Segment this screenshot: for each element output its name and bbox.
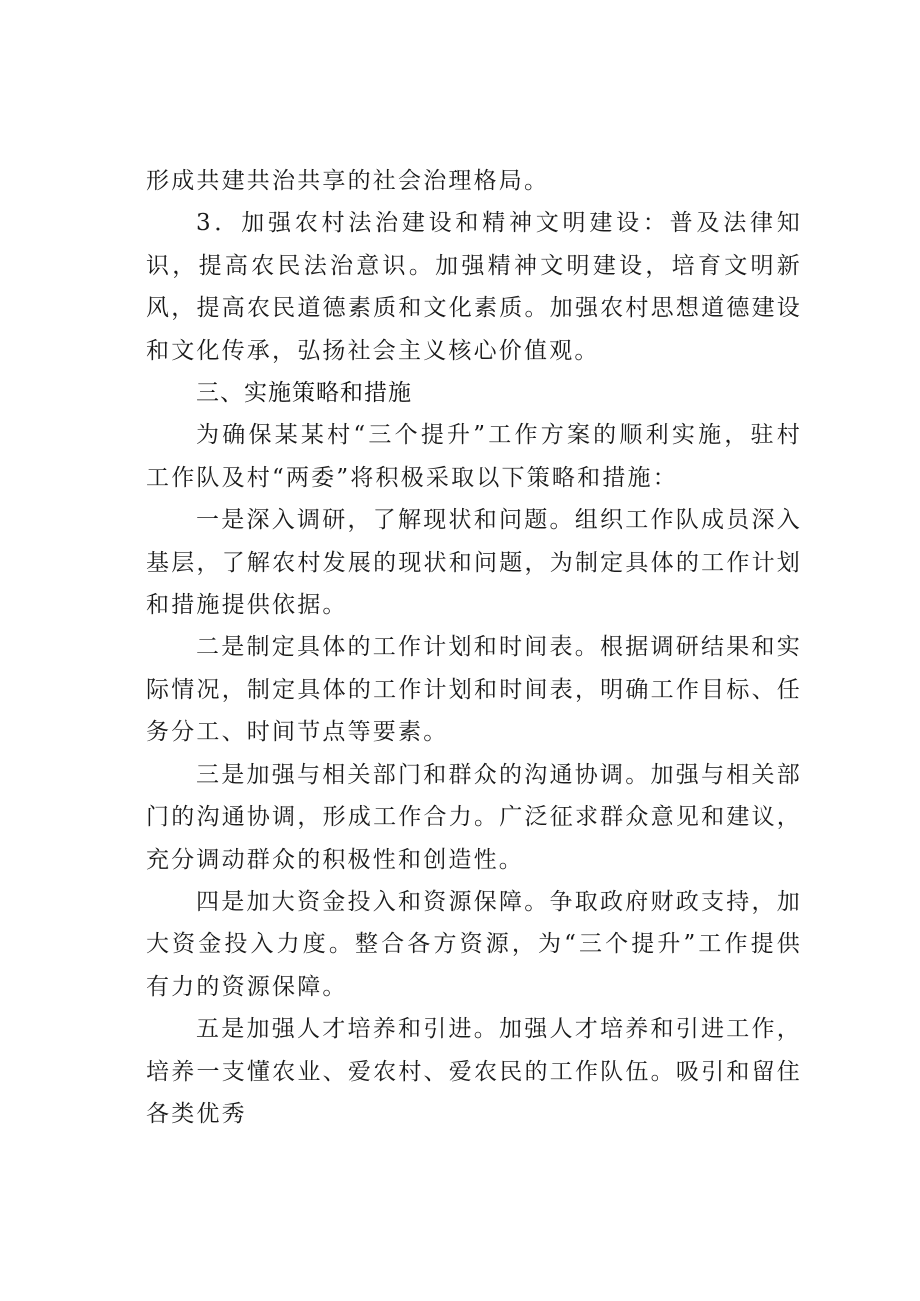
paragraph-measure-5: 五是加强人才培养和引进。加强人才培养和引进工作，培养一支懂农业、爱农村、爱农民的工作队伍。吸引和留住各类优秀 xyxy=(146,1016,802,1127)
section-heading-strategies: 三、实施策略和措施 xyxy=(196,380,412,407)
paragraph-measure-4: 四是加大资金投入和资源保障。争取政府财政支持，加大资金投入力度。整合各方资源，为“三个提升”工作提供有力的资源保障。 xyxy=(146,888,802,1000)
paragraph-intro: 为确保某某村“三个提升”工作方案的顺利实施，驻村工作队及村“两委”将积极采取以下策略和措施： xyxy=(146,422,802,491)
paragraph-rule-of-law: 3．加强农村法治建设和精神文明建设：普及法律知识，提高农民法治意识。加强精神文明建设，培育文明新风，提高农民道德素质和文化素质。加强农村思想道德建设和文化传承，弘扬社会主义核心价值观。 xyxy=(146,210,802,364)
paragraph-measure-1: 一是深入调研，了解现状和问题。组织工作队成员深入基层，了解农村发展的现状和问题，为制定具体的工作计划和措施提供依据。 xyxy=(146,507,802,619)
document-body xyxy=(146,160,802,1135)
paragraph-measure-3: 三是加强与相关部门和群众的沟通协调。加强与相关部门的沟通协调，形成工作合力。广泛征求群众意见和建议，充分调动群众的积极性和创造性。 xyxy=(146,761,802,873)
paragraph-continuation: 形成共建共治共享的社会治理格局。 xyxy=(146,168,550,194)
paragraph-measure-2: 二是制定具体的工作计划和时间表。根据调研结果和实际情况，制定具体的工作计划和时间表，明确工作目标、任务分工、时间节点等要素。 xyxy=(146,634,802,746)
